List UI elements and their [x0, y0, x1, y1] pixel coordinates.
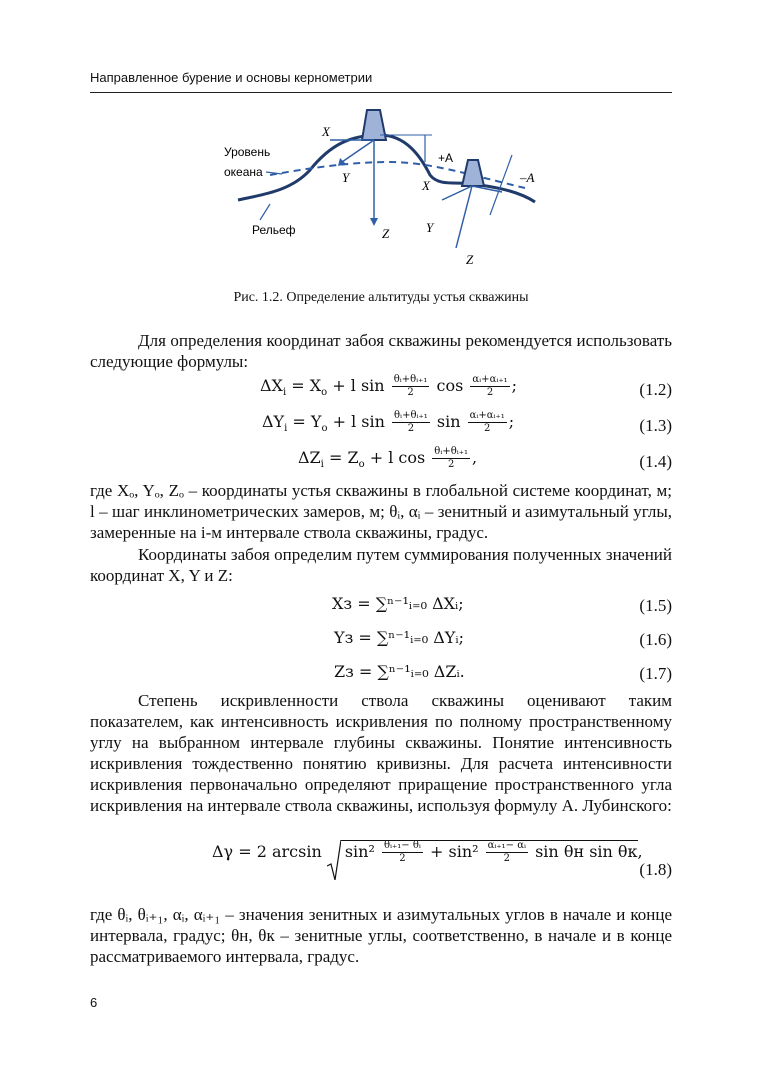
- paragraph-5: где θᵢ, θᵢ₊₁, αᵢ, αᵢ₊₁ – значения зенитных и азимутальных углов в начале и конце интервала, градус; θн, θк – зенитные углы, соответственно, в начале и в конце рассматриваемого интервала, градус.: [90, 905, 672, 966]
- equation-1-8-number: (1.8): [639, 860, 672, 879]
- equation-1-3-number: (1.3): [639, 416, 672, 435]
- label-plus-a: +A: [438, 151, 454, 165]
- label-z1: Z: [382, 226, 390, 241]
- equation-1-7: Zз = ∑ⁿ⁻¹ᵢ₌₀ ΔZᵢ.: [334, 662, 465, 681]
- relief-curve: [238, 135, 535, 202]
- equation-1-4-number: (1.4): [639, 452, 672, 471]
- paragraph-2: где Xₒ, Yₒ, Zₒ – координаты устья скважины в глобальной системе координат, м; l – шаг инклинометрических замеров, м; θᵢ, αᵢ – зенитный и азимутальный углы, замеренные на i-м интервале ствола скважины, градус.: [90, 481, 672, 542]
- running-header: Направленное бурение и основы кернометрии: [90, 70, 373, 85]
- equation-1-8: Δγ = 2 arcsin sin² $\frac{\text{θᵢ₊₁− θᵢ}}{2}$ + sin² $\frac{\text{αᵢ₊₁− αᵢ}}{2}$ sin θн sin θк,: [212, 840, 643, 865]
- label-x1: X: [322, 124, 330, 139]
- paragraph-4: Степень искривленности ствола скважины оценивают таким показателем, как интенсивность искривления по полному пространственному углу на выбранном интервале глубины скважины. Понятие интенсивность искривления тождественно понятию кривизны. Для расчета интенсивности искривления первоначально определяют приращение пространственного угла искривления на интервале ствола скважины, используя формулу А. Лубинского:: [90, 691, 672, 815]
- paragraph-3: Координаты забоя определим путем суммирования полученных значений координат X, Y и Z:: [90, 545, 672, 585]
- x-axis-2: [442, 186, 472, 200]
- sqrt-sign: sin² $\frac{\text{θᵢ₊₁− θᵢ}}{2}$ + sin² $\frac{\text{αᵢ₊₁− αᵢ}}{2}$ sin θн sin θк: [327, 840, 638, 865]
- label-ocean-level-2: океана: [224, 165, 263, 179]
- y-axis-1: [342, 140, 374, 162]
- equation-1-6: Yз = ∑ⁿ⁻¹ᵢ₌₀ ΔYᵢ;: [334, 628, 464, 647]
- page-number: 6: [90, 995, 98, 1010]
- label-relief: Рельеф: [252, 223, 296, 237]
- label-x2: X: [422, 178, 430, 193]
- altitude-diagram: [220, 100, 550, 270]
- equation-1-3: $\Delta Y_i = Y_о + l$ sin $\frac{\text{θᵢ+θᵢ₊₁}}{2}$ sin $\frac{\text{αᵢ+αᵢ₊₁}}{2}$ ;: [262, 410, 515, 435]
- z-axis-2: [456, 186, 472, 248]
- figure-caption: Рис. 1.2. Определение альтитуды устья скважины: [233, 290, 529, 305]
- equation-1-7-number: (1.7): [639, 664, 672, 683]
- equation-1-2: $\Delta X_i = X_о + l$ sin $\frac{\text{θᵢ+θᵢ₊₁}}{2}$ cos $\frac{\text{αᵢ+αᵢ₊₁}}{2}$ ;: [260, 374, 518, 399]
- equation-1-5-number: (1.5): [639, 596, 672, 615]
- relief-pointer: [260, 204, 270, 220]
- equation-1-4: $\Delta Z_i = Z_о + l$ cos $\frac{\text{θᵢ+θᵢ₊₁}}{2}$ ,: [298, 446, 478, 471]
- label-y1: Y: [342, 170, 350, 185]
- label-minus-a: –A: [520, 170, 535, 185]
- ocean-level-line: [270, 162, 525, 188]
- header-rule: [90, 92, 672, 93]
- label-ocean-level-1: Уровень: [224, 145, 271, 159]
- label-y2: Y: [426, 220, 434, 235]
- equation-1-2-number: (1.2): [639, 380, 672, 399]
- equation-1-6-number: (1.6): [639, 630, 672, 649]
- label-z2: Z: [466, 252, 474, 267]
- paragraph-1: Для определения координат забоя скважины рекомендуется использовать следующие формулы:: [90, 331, 672, 371]
- z-axis-1-arrow: [370, 218, 378, 226]
- equation-1-5: Xз = ∑ⁿ⁻¹ᵢ₌₀ ΔXᵢ;: [332, 594, 464, 613]
- drilling-rig-2-icon: [462, 160, 484, 186]
